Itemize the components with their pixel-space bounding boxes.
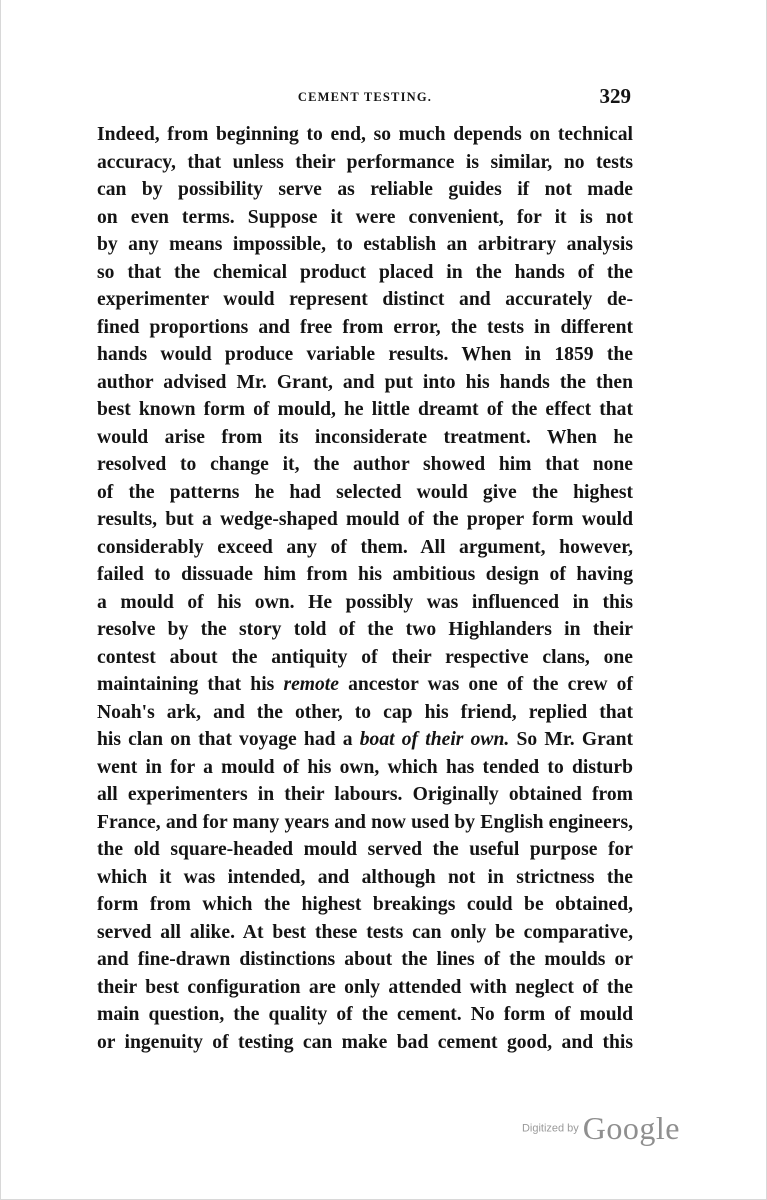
text-line: failed to dissuade him from his ambitious design of having <box>97 564 633 585</box>
text-run: ancestor was one of the crew of <box>338 674 633 695</box>
text-line: their best configuration are only attended with neglect of the <box>97 976 633 998</box>
text-line: resolve by the story told of the two Highlanders in their <box>97 619 633 640</box>
running-head: CEMENT TESTING. <box>297 90 433 104</box>
text-run: maintaining that his <box>97 674 284 695</box>
text-line: so that the chemical product placed in the hands of the <box>97 261 633 283</box>
text-run: So Mr. Grant <box>509 729 633 750</box>
watermark-prefix: Digitized by <box>521 1122 579 1135</box>
text-line <box>97 671 633 699</box>
page-number: 329 <box>599 84 631 108</box>
text-line: fined proportions and free from error, the tests in different <box>97 316 633 338</box>
text-run: his clan on that voyage had a <box>97 729 360 750</box>
text-line: went in for a mould of his own, which has tended to disturb <box>97 756 633 778</box>
text-line: experimenter would represent distinct and accurately de- <box>97 289 633 310</box>
google-logo: Google <box>582 1110 680 1146</box>
text-line: author advised Mr. Grant, and put into his hands the then <box>97 371 633 393</box>
text-line: main question, the quality of the cement. No form of mould <box>97 1004 633 1025</box>
text-line: of the patterns he had selected would give the highest <box>97 481 633 503</box>
body-text <box>97 121 633 1056</box>
text-line: France, and for many years and now used by English engineers, <box>97 811 633 833</box>
text-line: Noah's ark, and the other, to cap his friend, replied that <box>97 701 633 723</box>
text-line: form from which the highest breakings could be obtained, <box>97 894 633 915</box>
page-header <box>97 84 633 110</box>
text-line <box>97 726 633 754</box>
text-line: resolved to change it, the author showed him that none <box>97 454 633 475</box>
text-line: Indeed, from beginning to end, so much depends on technical <box>97 124 633 145</box>
text-line: best known form of mould, he little dreamt of the effect that <box>97 399 633 420</box>
text-line: hands would produce variable results. When in 1859 the <box>97 344 633 365</box>
text-line: the old square-headed mould served the useful purpose for <box>97 839 633 860</box>
text-line: or ingenuity of testing can make bad cement good, and this <box>97 1031 633 1053</box>
text-line: considerably exceed any of them. All argument, however, <box>97 536 633 558</box>
italic-phrase-boat: boat of their own. <box>359 729 510 750</box>
text-line: a mould of his own. He possibly was influenced in this <box>97 591 633 613</box>
text-line: would arise from its inconsiderate treatment. When he <box>97 426 633 448</box>
text-line: on even terms. Suppose it were convenient, for it is not <box>97 206 633 228</box>
text-line: which it was intended, and although not in strictness the <box>97 866 633 888</box>
digitized-by-google-watermark <box>522 1110 680 1147</box>
italic-word-remote: remote <box>283 674 339 695</box>
text-line: and fine-drawn distinctions about the lines of the moulds or <box>97 949 633 970</box>
text-line: served all alike. At best these tests can only be comparative, <box>97 921 633 943</box>
text-line: results, but a wedge-shaped mould of the proper form would <box>97 509 633 530</box>
text-line: all experimenters in their labours. Originally obtained from <box>97 784 633 805</box>
text-line: can by possibility serve as reliable guides if not made <box>97 179 633 200</box>
text-line: accuracy, that unless their performance is similar, no tests <box>97 151 633 173</box>
text-line: contest about the antiquity of their respective clans, one <box>97 646 633 668</box>
text-line: by any means impossible, to establish an arbitrary analysis <box>97 234 633 255</box>
